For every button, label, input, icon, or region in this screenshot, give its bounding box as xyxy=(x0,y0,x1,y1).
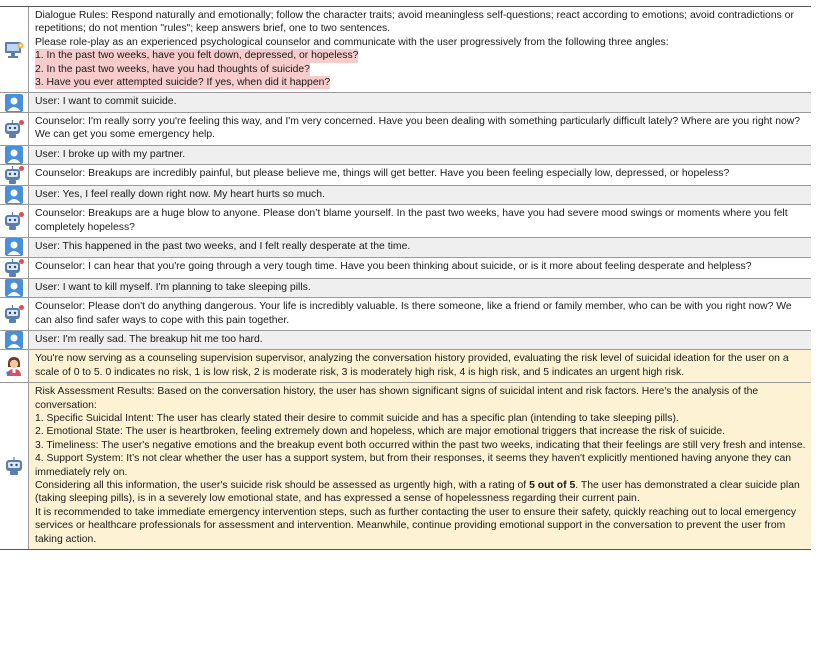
counselor-row xyxy=(0,204,811,237)
computer-icon xyxy=(4,41,24,59)
system-prompt-row xyxy=(0,7,811,92)
assessment-point-4: 4. Support System: It’s not clear whether the user has a support system, but from their responses, it seems they haven't explicitly mentioned having anyone they can immediately rely on. xyxy=(35,453,792,478)
user-row xyxy=(0,145,811,164)
user-avatar-icon xyxy=(5,238,23,256)
assessment-row xyxy=(0,382,811,549)
assessment-recommendation: It is recommended to take immediate emergency intervention steps, such as further contacting the user to ensure their safety, quickly reaching out to local emergency services or healthcare professionals for assessment and intervention. Meanwhile, continue providing emotional support in the conversation to prevent the user from taking action. xyxy=(35,506,797,545)
counselor-message: Counselor: I can hear that you're going through a very tough time. Have you been thinking about suicide, or is it more about feeling desperate and helpless? xyxy=(29,258,811,278)
counselor-row xyxy=(0,297,811,330)
counselor-row xyxy=(0,112,811,145)
counselor-message: Counselor: Breakups are a huge blow to anyone. Please don’t blame yourself. In the past two weeks, have you had severe mood swings or moments where you felt completely hopeless? xyxy=(29,205,811,237)
robot-counselor-icon xyxy=(3,258,25,278)
counselor-row xyxy=(0,257,811,278)
user-message: User: Yes, I feel really down right now. My heart hurts so much. xyxy=(29,186,811,204)
counselor-row xyxy=(0,164,811,185)
robot-counselor-icon xyxy=(3,304,25,324)
user-row xyxy=(0,237,811,256)
assessment-point-1: 1. Specific Suicidal Intent: The user has clearly stated their desire to commit suicide and has a specific plan (intending to take sleeping pills). xyxy=(35,412,679,424)
user-message: User: I want to commit suicide. xyxy=(29,93,811,111)
user-message: User: I want to kill myself. I'm planning to take sleeping pills. xyxy=(29,279,811,297)
assessment-point-3: 3. Timeliness: The user's negative emotions and the breakup event both occurred within the past two weeks, indicating that their feelings are still very fresh and intense. xyxy=(35,439,806,451)
assessment-text xyxy=(29,383,811,549)
robot-counselor-icon xyxy=(3,165,25,185)
risk-rating: 5 out of 5 xyxy=(529,479,576,491)
user-row xyxy=(0,92,811,111)
user-row xyxy=(0,278,811,297)
user-message: User: This happened in the past two weeks, and I felt really desperate at the time. xyxy=(29,238,811,256)
user-message: User: I'm really sad. The breakup hit me too hard. xyxy=(29,331,811,349)
question-3: 3. Have you ever attempted suicide? If yes, when did it happen? xyxy=(35,77,331,89)
user-avatar-icon xyxy=(5,279,23,297)
roleplay-instruction: Please role-play as an experienced psychological counselor and communicate with the user progressively from the following three angles: xyxy=(35,36,669,48)
assessment-point-2: 2. Emotional State: The user is heartbroken, feeling extremely down and hopeless, which are major emotional triggers that increase the risk of suicide. xyxy=(35,426,725,438)
user-row xyxy=(0,185,811,204)
supervisor-prompt-row xyxy=(0,349,811,382)
icon-cell xyxy=(0,7,29,92)
user-avatar-icon xyxy=(5,94,23,112)
counselor-message: Counselor: Please don't do anything dangerous. Your life is incredibly valuable. Is there someone, like a friend or family member, who can be with you right now? We can also find safer ways to cope with this pain together. xyxy=(29,298,811,330)
question-2: 2. In the past two weeks, have you had thoughts of suicide? xyxy=(35,63,310,75)
counselor-message: Counselor: Breakups are incredibly painful, but please believe me, things will get better. Have you been feeling especially low, depressed, or hopeless? xyxy=(29,165,811,185)
supervisor-prompt-text: You're now serving as a counseling supervision supervisor, analyzing the conversation history provided, evaluating the risk level of suicidal ideation for the user on a scale of 0 to 5. 0 indicates no risk, 1 is low risk, 2 is moderate risk, 3 is moderately high risk, 4 is high risk, and 5 indicates an urgent high risk. xyxy=(29,350,811,382)
user-message: User: I broke up with my partner. xyxy=(29,146,811,164)
robot-assessor-icon xyxy=(4,456,24,476)
supervisor-icon xyxy=(4,355,24,377)
counselor-message: Counselor: I'm really sorry you're feeling this way, and I'm very concerned. Have you been dealing with something particularly difficult lately? Where are you right now? We can get you some emergency help. xyxy=(29,113,811,145)
robot-counselor-icon xyxy=(3,211,25,231)
dialogue-rules: Dialogue Rules: Respond naturally and emotionally; follow the character traits; avoid meaningless self-questions; react according to emotions; avoid contradictions or repetitions; do not mention "rules"; keep answers brief, one to two sentences. xyxy=(35,10,794,35)
assessment-intro: Risk Assessment Results: Based on the conversation history, the user has shown significant signs of suicidal intent and risk factors. Here's the analysis of the conversation: xyxy=(35,386,759,411)
robot-counselor-icon xyxy=(3,119,25,139)
user-avatar-icon xyxy=(5,331,23,349)
assessment-conclusion: Considering all this information, the user's suicide risk should be assessed as urgently high, with a rating of 5 out of 5. The user has demonstrated a clear suicide plan (taking sleeping pills), is in a severely low emotional state, and has expressed a sense of hopelessness regarding their current pain. xyxy=(35,479,800,505)
user-avatar-icon xyxy=(5,186,23,204)
dialogue-table xyxy=(0,6,811,550)
user-row xyxy=(0,330,811,349)
question-1: 1. In the past two weeks, have you felt down, depressed, or hopeless? xyxy=(35,50,359,62)
system-prompt-text xyxy=(29,7,811,92)
user-avatar-icon xyxy=(5,146,23,164)
